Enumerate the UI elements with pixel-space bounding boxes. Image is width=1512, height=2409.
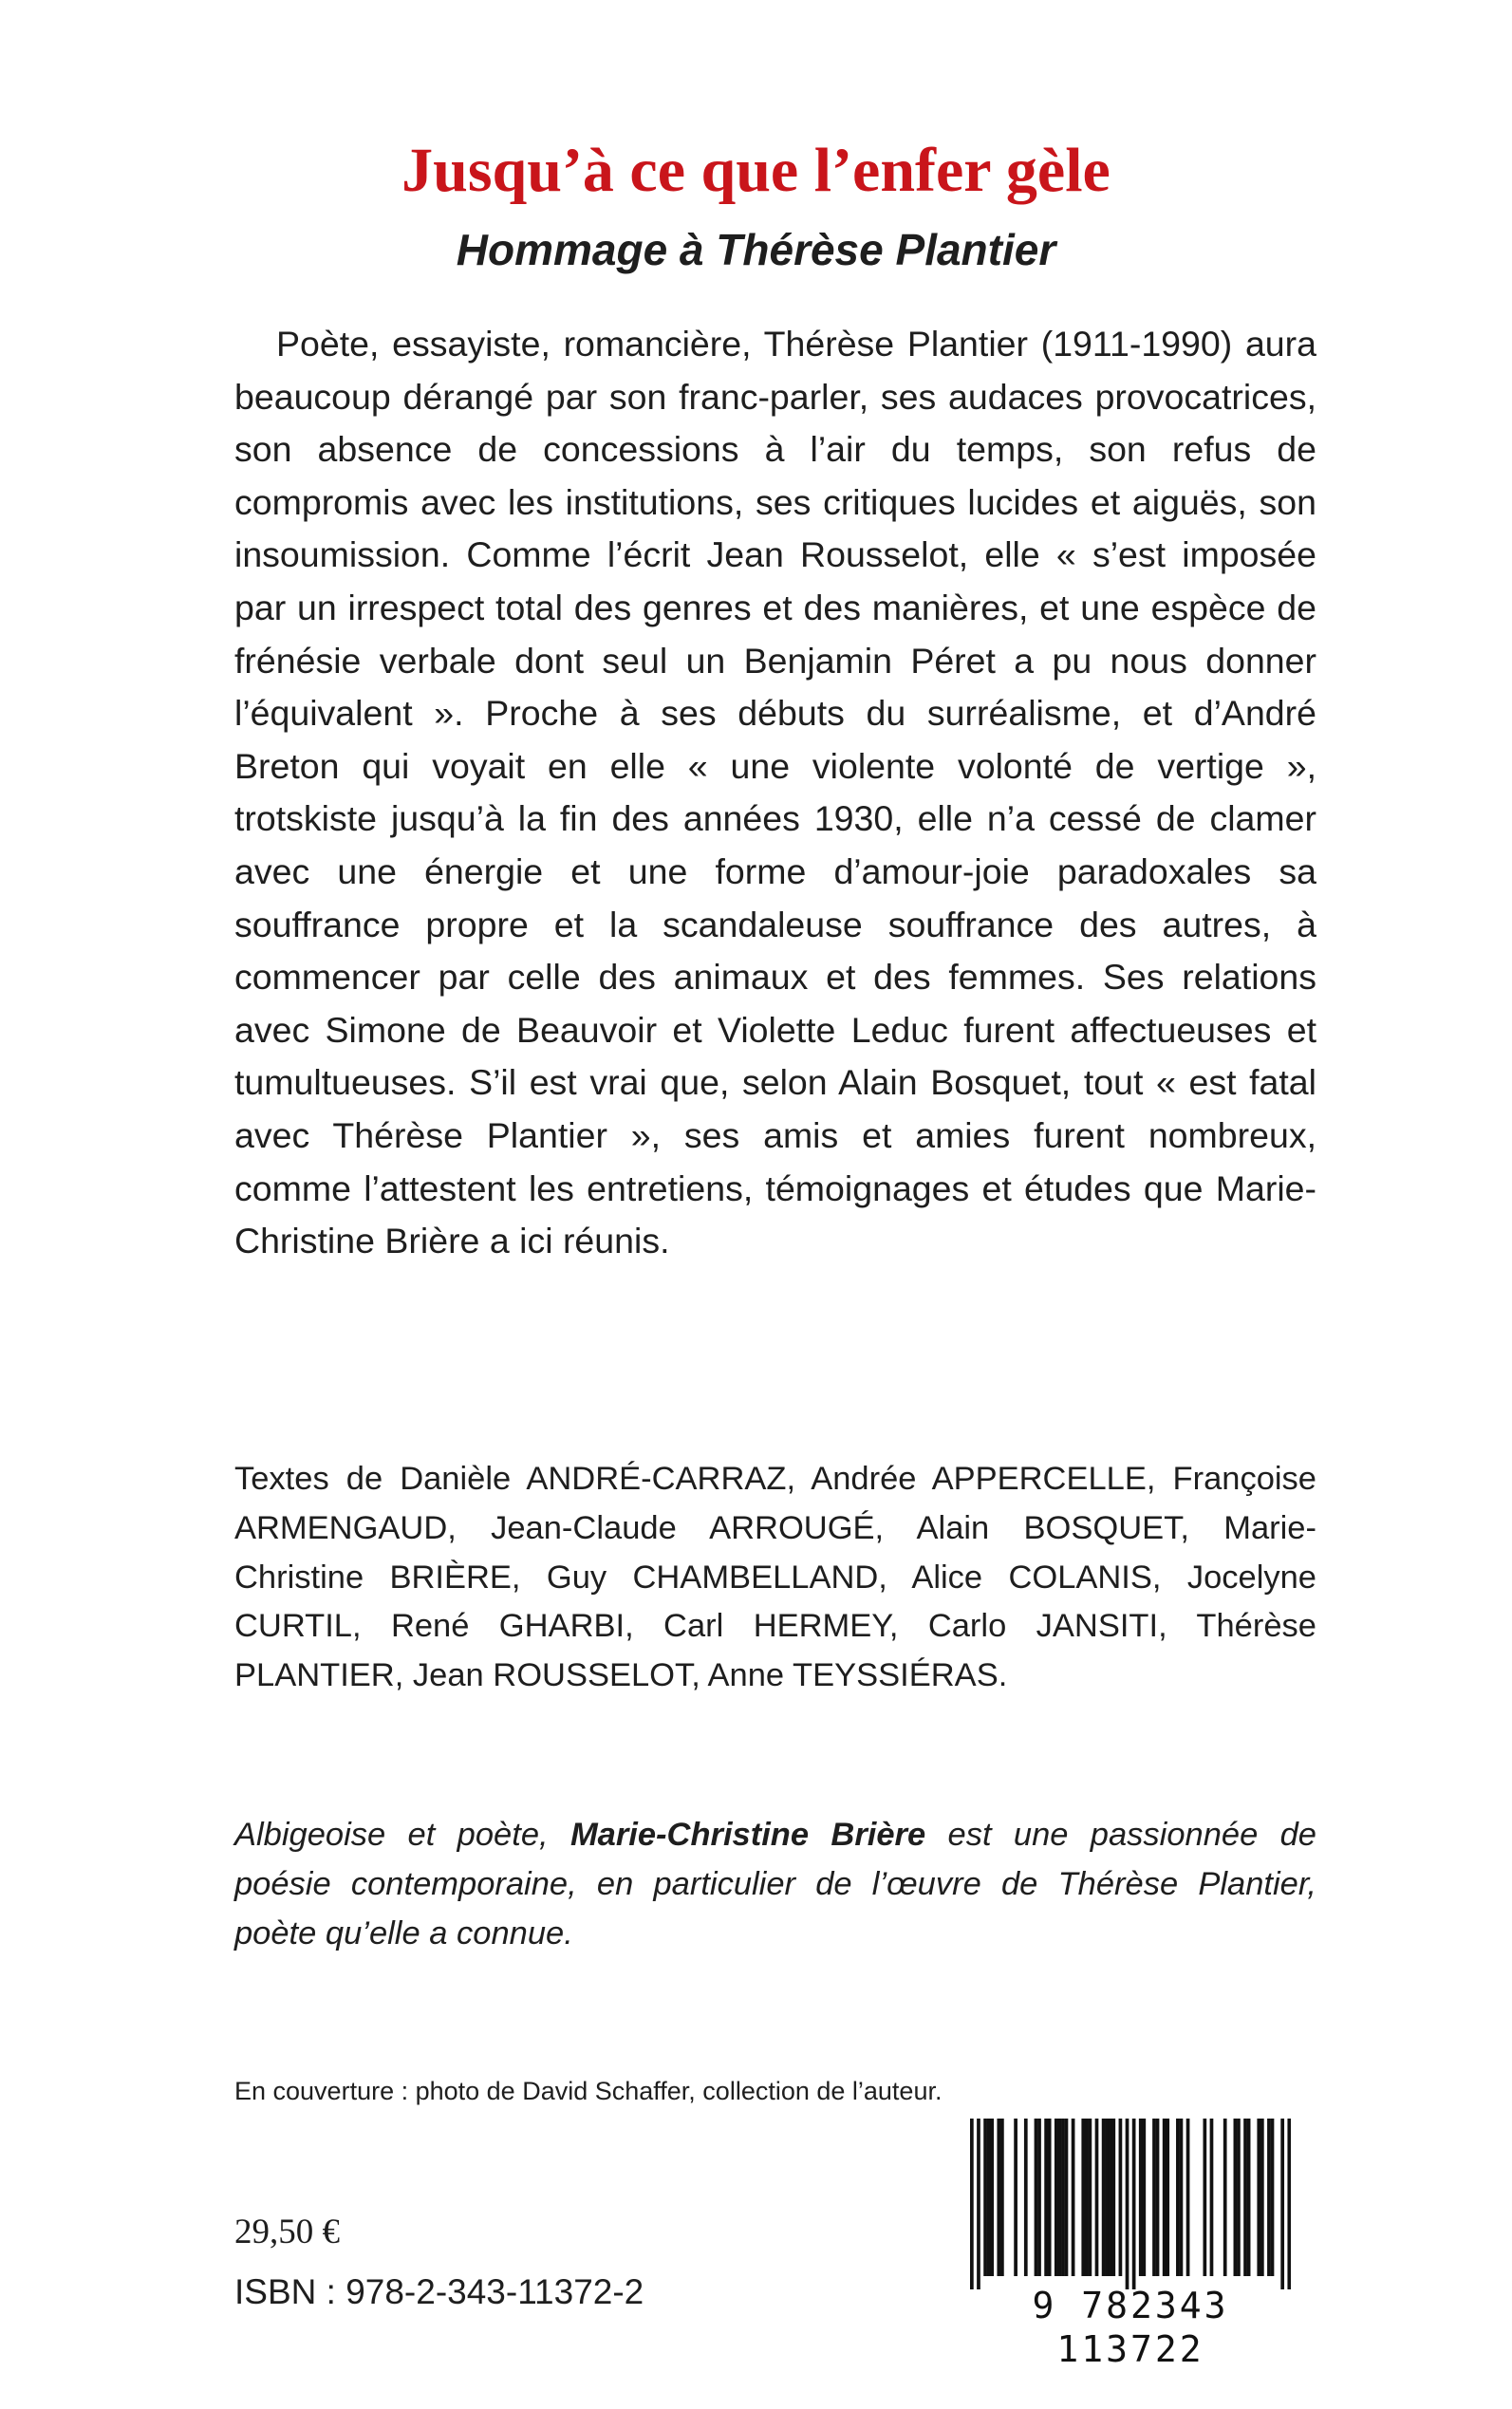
barcode-bars-icon [970, 2119, 1291, 2289]
barcode-bar [1132, 2119, 1136, 2289]
barcode-bar [1180, 2119, 1184, 2276]
barcode-bar [1048, 2119, 1052, 2276]
barcode-bar [1203, 2119, 1206, 2276]
author-bio [234, 1811, 1316, 1958]
barcode-bar [1035, 2119, 1038, 2276]
barcode-bar [990, 2119, 994, 2276]
barcode-bar [1111, 2119, 1115, 2276]
barcode-bar [1000, 2119, 1004, 2276]
isbn-label: ISBN : 978-2-343-11372-2 [234, 2272, 644, 2311]
barcode-bar [997, 2119, 1000, 2276]
barcode-bar [1085, 2119, 1089, 2276]
barcode-bar [1072, 2119, 1075, 2276]
barcode-bar [1176, 2119, 1180, 2276]
barcode-bar [1210, 2119, 1214, 2276]
barcode-bar [1267, 2119, 1271, 2276]
barcode-bar [970, 2119, 974, 2289]
contributors-list: Textes de Danièle ANDRÉ-CARRAZ, Andrée APPERCELLE, Françoise ARMENGAUD, Jean-Claude ARROUGÉ, Alain BOSQUET, Marie-Christine BRIÈRE, Guy CHAMBELLAND, Alice COLANIS, Jocelyne CURTIL, René GHARBI, Carl HERMEY, Carlo JANSITI, Thérèse PLANTIER, Jean ROUSSELOT, Anne TEYSSIÉRAS. [234, 1461, 1316, 1694]
barcode-bar [1061, 2119, 1065, 2276]
author-bio-rest: est une passionnée de poésie contemporaine, en particulier de l’œuvre de Thérèse Plantier, poète qu’elle a connue. [234, 1817, 1316, 1951]
barcode-bar [1089, 2119, 1092, 2276]
barcode-bar [1065, 2119, 1069, 2276]
barcode-bar [1247, 2119, 1251, 2276]
barcode-bar [1163, 2119, 1167, 2276]
barcode-bar [1271, 2119, 1275, 2276]
barcode-bar [1243, 2119, 1247, 2276]
barcode-bar [1126, 2119, 1129, 2289]
barcode-bar [1081, 2119, 1085, 2276]
barcode-bar [1260, 2119, 1264, 2276]
barcode-bar [1152, 2119, 1156, 2276]
barcode-bar [1109, 2119, 1112, 2276]
barcode-bar [1280, 2119, 1284, 2289]
barcode-digits: 9 782343 113722 [1032, 2285, 1229, 2370]
barcode-bar [1156, 2119, 1160, 2276]
barcode-bar [977, 2119, 980, 2289]
book-title: Jusqu’à ce que l’enfer gèle [401, 136, 1111, 205]
barcode-bar [1024, 2119, 1028, 2276]
barcode-bar [1142, 2119, 1146, 2276]
barcode-bar [987, 2119, 991, 2276]
barcode-bar [983, 2119, 987, 2276]
author-bio-intro: Albigeoise et poète, [234, 1817, 570, 1853]
barcode-bar [1257, 2119, 1260, 2276]
barcode-bar [1102, 2119, 1106, 2276]
barcode-bar [1166, 2119, 1169, 2276]
barcode-bar [1044, 2119, 1048, 2276]
back-cover-blurb: Poète, essayiste, romancière, Thérèse Plantier (1911-1990) aura beaucoup dérangé par son franc-parler, ses audaces provocatrices, son absence de concessions à l’air du temps, son refus de compromis avec les institutions, ses critiques lucides et aiguës, son insoumission. Comme l’écrit Jean Rousselot, elle « s’est imposée par un irrespect total des genres et des manières, et une espèce de frénésie verbale dont seul un Benjamin Péret a pu nous donner l’équivalent ». Proche à ses débuts du surréalisme, et d’André Breton qui voyait en elle « une violente volonté de vertige », trotskiste jusqu’à la fin des années 1930, elle n’a cessé de clamer avec une énergie et une forme d’amour-joie paradoxales sa souffrance propre et la scandaleuse souffrance des autres, à commencer par celle des animaux et des femmes. Ses relations avec Simone de Beauvoir et Violette Leduc furent affectueuses et tumultueuses. S’il est vrai que, selon Alain Bosquet, tout « est fatal avec Thérèse Plantier », ses amis et amies furent nombreux, comme l’attestent les entretiens, témoignages et études que Marie-Christine Brière a ici réunis. [234, 324, 1316, 1261]
barcode-bar [1234, 2119, 1238, 2276]
price-label: 29,50 € [234, 2213, 340, 2251]
barcode-bar [1058, 2119, 1062, 2276]
barcode-bar [1139, 2119, 1143, 2276]
barcode-bar [1237, 2119, 1241, 2276]
barcode-bar [1223, 2119, 1227, 2276]
barcode-bar [1105, 2119, 1109, 2276]
book-subtitle: Hommage à Thérèse Plantier [456, 225, 1056, 274]
cover-photo-credit: En couverture : photo de David Schaffer, collection de l’auteur. [234, 2077, 943, 2105]
barcode-bar [1037, 2119, 1041, 2276]
barcode-bar [1119, 2119, 1123, 2276]
barcode-bar [1287, 2119, 1291, 2289]
barcode-bar [1014, 2119, 1017, 2276]
barcode-bar [1055, 2119, 1058, 2276]
barcode [949, 2119, 1312, 2370]
barcode-bar [1186, 2119, 1190, 2276]
barcode-bar [1095, 2119, 1099, 2276]
author-name: Marie-Christine Brière [569, 1817, 926, 1853]
